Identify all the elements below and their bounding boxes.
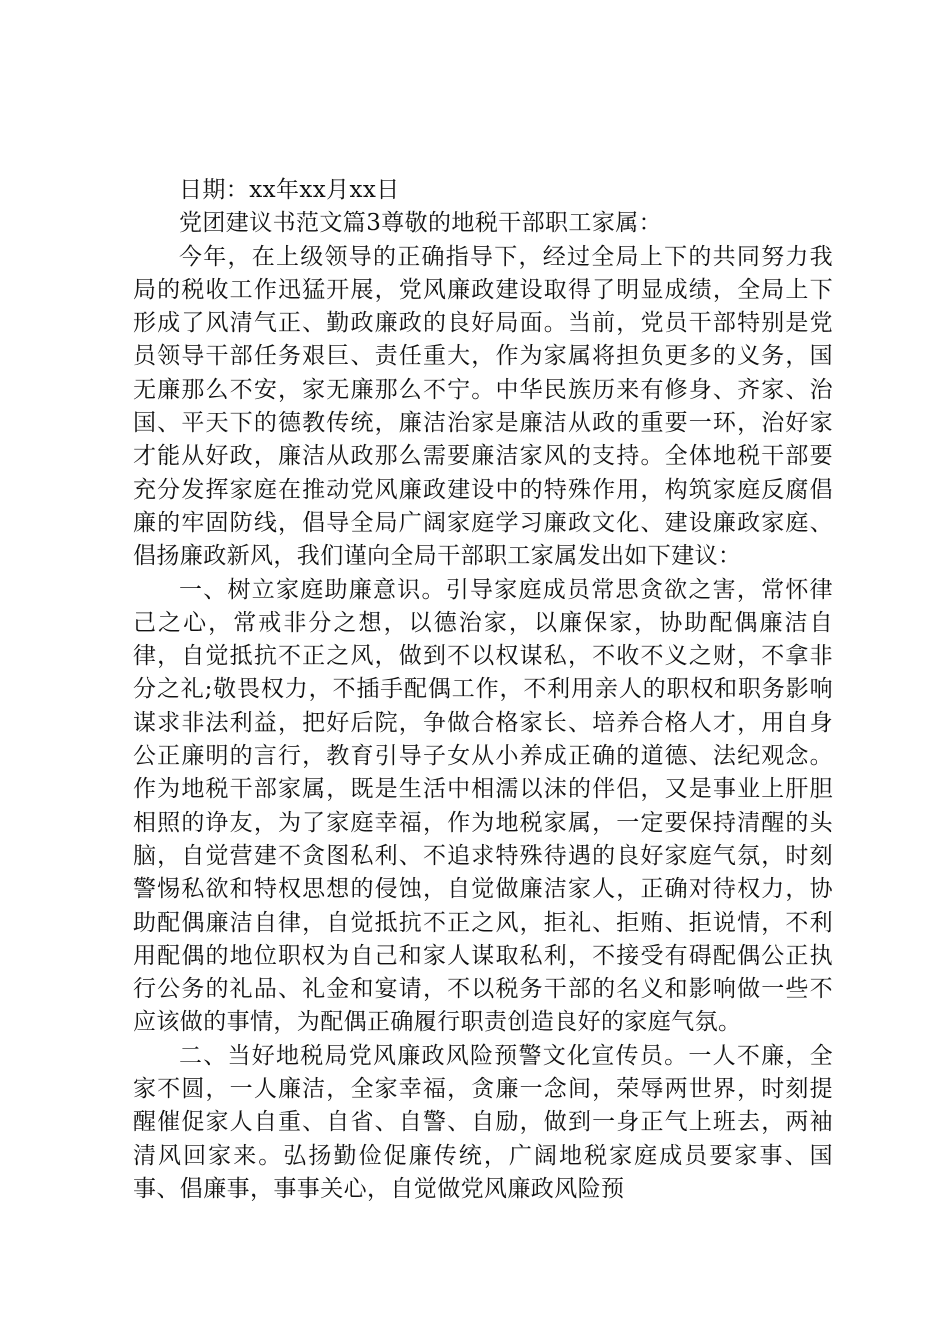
paragraph-section-one: 一、树立家庭助廉意识。引导家庭成员常思贪欲之害，常怀律己之心，常戒非分之想，以德治家，以廉保家，协助配偶廉洁自律，自觉抵抗不正之风，做到不以权谋私，不收不义之财，不拿非分之礼;敬畏权力，不插手配偶工作，不利用亲人的职权和职务影响谋求非法利益，把好后院，争做合格家长、培养合格人才，用自身公正廉明的言行，教育引导子女从小养成正确的道德、法纪观念。作为地税干部家属，既是生活中相濡以沫的伴侣，又是事业上肝胆相照的诤友，为了家庭幸福，作为地税家属，一定要保持清醒的头脑，自觉营建不贪图私利、不追求特殊待遇的良好家庭气氛，时刻警惕私欲和特权思想的侵蚀，自觉做廉洁家人，正确对待权力，协助配偶廉洁自律，自觉抵抗不正之风，拒礼、拒贿、拒说情，不利用配偶的地位职权为自己和家人谋取私利，不接受有碍配偶公正执行公务的礼品、礼金和宴请，不以税务干部的名义和影响做一些不应该做的事情，为配偶正确履行职责创造良好的家庭气氛。 [133, 576, 833, 1036]
title-line: 党团建议书范文篇3尊敬的地税干部职工家属： [179, 210, 663, 237]
paragraph-section-two: 二、当好地税局党风廉政风险预警文化宣传员。一人不廉，全家不圆，一人廉洁，全家幸福，贪廉一念间，荣辱两世界，时刻提醒催促家人自重、自省、自警、自励，做到一身正气上班去，两袖清风回家来。弘扬勤俭促廉传统，广阔地税家庭成员要家事、国事、倡廉事，事事关心，自觉做党风廉政风险预 [133, 1042, 833, 1202]
date-line: 日期：xx年xx月xx日 [179, 177, 400, 203]
document-body [133, 174, 833, 1206]
paragraph-intro: 今年，在上级领导的正确指导下，经过全局上下的共同努力我局的税收工作迅猛开展，党风廉政建设取得了明显成绩，全局上下形成了风清气正、勤政廉政的良好局面。当前，党员干部特别是党员领导干部任务艰巨、责任重大，作为家属将担负更多的义务，国无廉那么不安，家无廉那么不宁。中华民族历来有修身、齐家、治国、平天下的德教传统，廉洁治家是廉洁从政的重要一环，治好家才能从好政，廉洁从政那么需要廉洁家风的支持。全体地税干部要充分发挥家庭在推动党风廉政建设中的特殊作用，构筑家庭反腐倡廉的牢固防线，倡导全局广阔家庭学习廉政文化、建设廉政家庭、倡扬廉政新风，我们谨向全局干部职工家属发出如下建议： [133, 243, 833, 570]
